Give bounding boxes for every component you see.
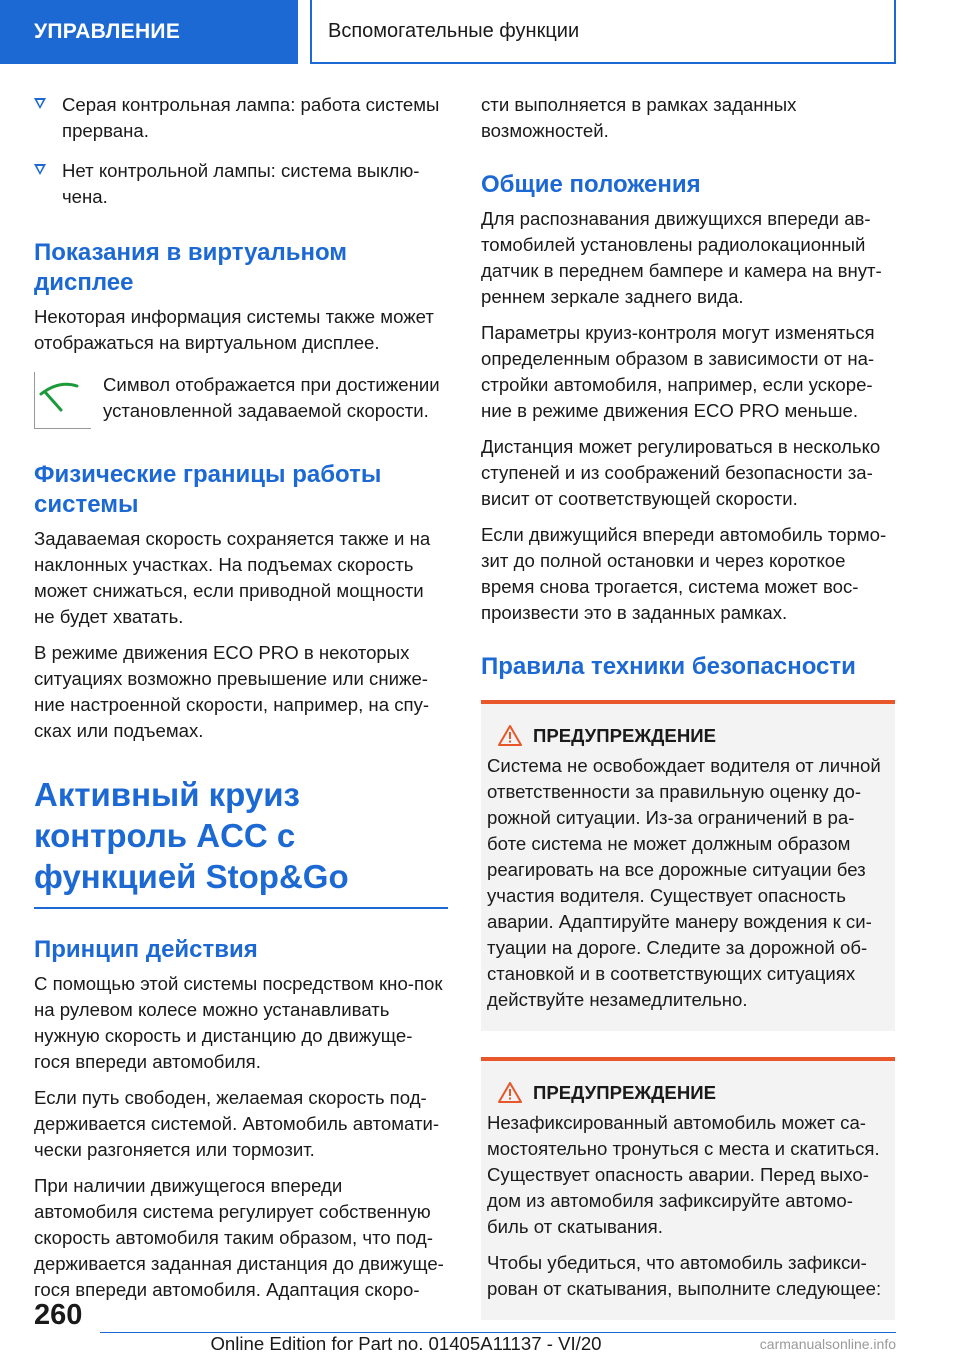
paragraph: В режиме движения ECO PRO в некоторых ситуациях возможно превышение или сниже-ние настроенной скорости, например, на спу-сках или подъемах. — [34, 642, 430, 741]
heading-safety: Правила техники безопасности — [481, 653, 856, 680]
paragraph: Параметры круиз-контроля могут изменяться определенным образом в зависимости от на-стройки автомобиля, например, если ускоре-ние в режиме движения ECO PRO меньше. — [481, 322, 875, 421]
warning-triangle-icon — [497, 724, 523, 747]
warning-title — [487, 1081, 887, 1104]
set-speed-symbol-icon — [34, 372, 91, 429]
heading-general: Общие положения — [481, 171, 701, 198]
bullet-item — [34, 92, 448, 144]
paragraph: При наличии движущегося впереди автомобиля система регулирует собственную скорость автомобиля таким образом, что под-держивается заданная дистанция до движуще-гося впереди автомобиля. Адаптация скоро- — [34, 1175, 444, 1300]
paragraph: Для распознавания движущихся впереди ав-томобилей установлены радиолокационный датчик в переднем бампере и камера на внут-реннем зеркале заднего вида. — [481, 208, 882, 307]
bullet-triangle-icon — [34, 164, 46, 175]
bullet-item — [34, 158, 448, 210]
paragraph: сти выполняется в рамках заданных возможностей. — [481, 94, 797, 141]
paragraph: Если движущийся впереди автомобиль тормо-зит до полной остановки и через короткое время снова трогается, система может вос-произвести это в заданных рамках. — [481, 524, 887, 623]
warning-triangle-icon — [497, 1081, 523, 1104]
paragraph: Задаваемая скорость сохраняется также и на наклонных участках. На подъемах скорость может снижаться, если приводной мощности не будет хватать. — [34, 528, 431, 627]
paragraph: Если путь свободен, желаемая скорость под-держивается системой. Автомобиль автомати-чески разгоняется или тормозит. — [34, 1087, 440, 1160]
watermark-link[interactable]: carmanualsonline.info — [759, 1336, 896, 1352]
left-column — [34, 92, 448, 1313]
warning-title — [487, 724, 887, 747]
warning-box — [481, 700, 895, 1031]
warning-label: ПРЕДУПРЕЖДЕНИЕ — [533, 1081, 717, 1103]
heading-virtual-display: Показания в виртуальном дисплее — [34, 239, 348, 296]
page-number: 260 — [34, 1299, 83, 1331]
chapter-title: Вспомогательные функции — [328, 19, 580, 42]
symbol-description: Символ отображается при достижении установленной задаваемой скорости. — [103, 374, 440, 421]
bullet-text: Нет контрольной лампы: система выклю-чена. — [62, 160, 420, 207]
heading-physical-limits: Физические границы работы системы — [34, 461, 382, 518]
warning-box — [481, 1057, 895, 1320]
bullet-triangle-icon — [34, 98, 46, 109]
warning-label: ПРЕДУПРЕЖДЕНИЕ — [533, 724, 717, 746]
warning-text: Чтобы убедиться, что автомобиль зафикси-рован от скатывания, выполните следующее: — [487, 1252, 882, 1299]
section-title: УПРАВЛЕНИЕ — [34, 20, 181, 43]
right-column — [481, 92, 895, 1320]
heading-acc: Активный круиз контроль ACC с функцией Stop&Go — [34, 774, 448, 909]
paragraph: Дистанция может регулироваться в несколько ступеней и из соображений безопасности за-висит от соответствующей скорости. — [481, 436, 881, 509]
header-section-tab — [0, 0, 298, 64]
paragraph: Некоторая информация системы также может отображаться на виртуальном дисплее. — [34, 306, 434, 353]
symbol-block — [34, 372, 448, 434]
warning-text: Незафиксированный автомобиль может са-мостоятельно тронуться с места и скатиться. Существует опасность аварии. Перед выхо-дом из автомобиля зафиксируйте автомо-биль от скатывания. — [487, 1112, 880, 1237]
paragraph: С помощью этой системы посредством кно-пок на рулевом колесе можно устанавливать нужную скорость и дистанцию до движуще-гося впереди автомобиля. — [34, 973, 443, 1072]
heading-principle: Принцип действия — [34, 936, 258, 963]
bullet-text: Серая контрольная лампа: работа системы прервана. — [62, 94, 440, 141]
footer-edition: Online Edition for Part no. 01405A11137 - VI/20 — [210, 1333, 602, 1354]
header-chapter-tab — [310, 0, 896, 64]
warning-text: Система не освобождает водителя от личной ответственности за правильную оценку до-рожной ситуации. Из-за ограничений в ра-боте система не может должным образом реагировать на все дорожные ситуации без участия водителя. Существует опасность аварии. Адаптируйте манеру вождения к си-туации на дороге. Следите за дорожной об-становкой и в соответствующих ситуациях действуйте незамедлительно. — [487, 755, 881, 1010]
